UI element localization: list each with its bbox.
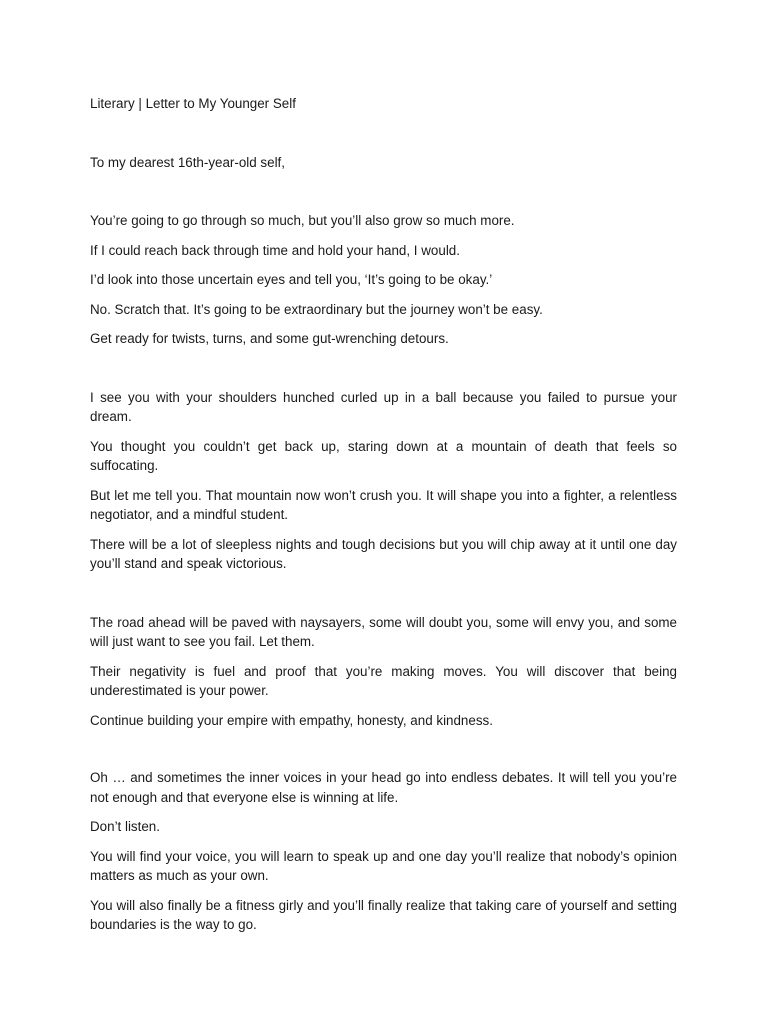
paragraph: Continue building your empire with empathy, honesty, and kindness. <box>90 712 493 728</box>
paragraph: You thought you couldn’t get back up, staring down at a mountain of death that feels so suffocating. <box>90 438 677 473</box>
section-1 <box>90 211 677 349</box>
section-4 <box>90 768 677 935</box>
paragraph: No. Scratch that. It’s going to be extraordinary but the journey won’t be easy. <box>90 301 543 317</box>
document-title: Literary | Letter to My Younger Self <box>90 96 296 111</box>
paragraph: You’re going to go through so much, but you’ll also grow so much more. <box>90 213 515 228</box>
section-3 <box>90 613 677 731</box>
paragraph: You will find your voice, you will learn to speak up and one day you’ll realize that nobody’s opinion matters as much as your own. <box>90 848 677 883</box>
paragraph: If I could reach back through time and hold your hand, I would. <box>90 242 460 258</box>
paragraph: But let me tell you. That mountain now won’t crush you. It will shape you into a fighter, a relentless negotiator, and a mindful student. <box>90 487 677 522</box>
paragraph: The road ahead will be paved with naysayers, some will doubt you, some will envy you, and some will just want to see you fail. Let them. <box>90 614 677 649</box>
salutation: To my dearest 16th-year-old self, <box>90 154 285 170</box>
letter-body <box>90 94 677 935</box>
paragraph: You will also finally be a fitness girly and you’ll finally realize that taking care of yourself and setting boundaries is the way to go. <box>90 897 677 932</box>
paragraph: Their negativity is fuel and proof that you’re making moves. You will discover that being underestimated is your power. <box>90 663 677 698</box>
paragraph: I’d look into those uncertain eyes and tell you, ‘It’s going to be okay.’ <box>90 272 493 287</box>
paragraph: I see you with your shoulders hunched curled up in a ball because you failed to pursue your dream. <box>90 389 677 424</box>
paragraph: Don’t listen. <box>90 819 160 834</box>
paragraph: Oh … and sometimes the inner voices in your head go into endless debates. It will tell you you’re not enough and that everyone else is winning at life. <box>90 770 677 805</box>
section-2 <box>90 388 677 574</box>
paragraph: Get ready for twists, turns, and some gut-wrenching detours. <box>90 331 449 346</box>
paragraph: There will be a lot of sleepless nights and tough decisions but you will chip away at it until one day you’ll stand and speak victorious. <box>90 536 677 571</box>
